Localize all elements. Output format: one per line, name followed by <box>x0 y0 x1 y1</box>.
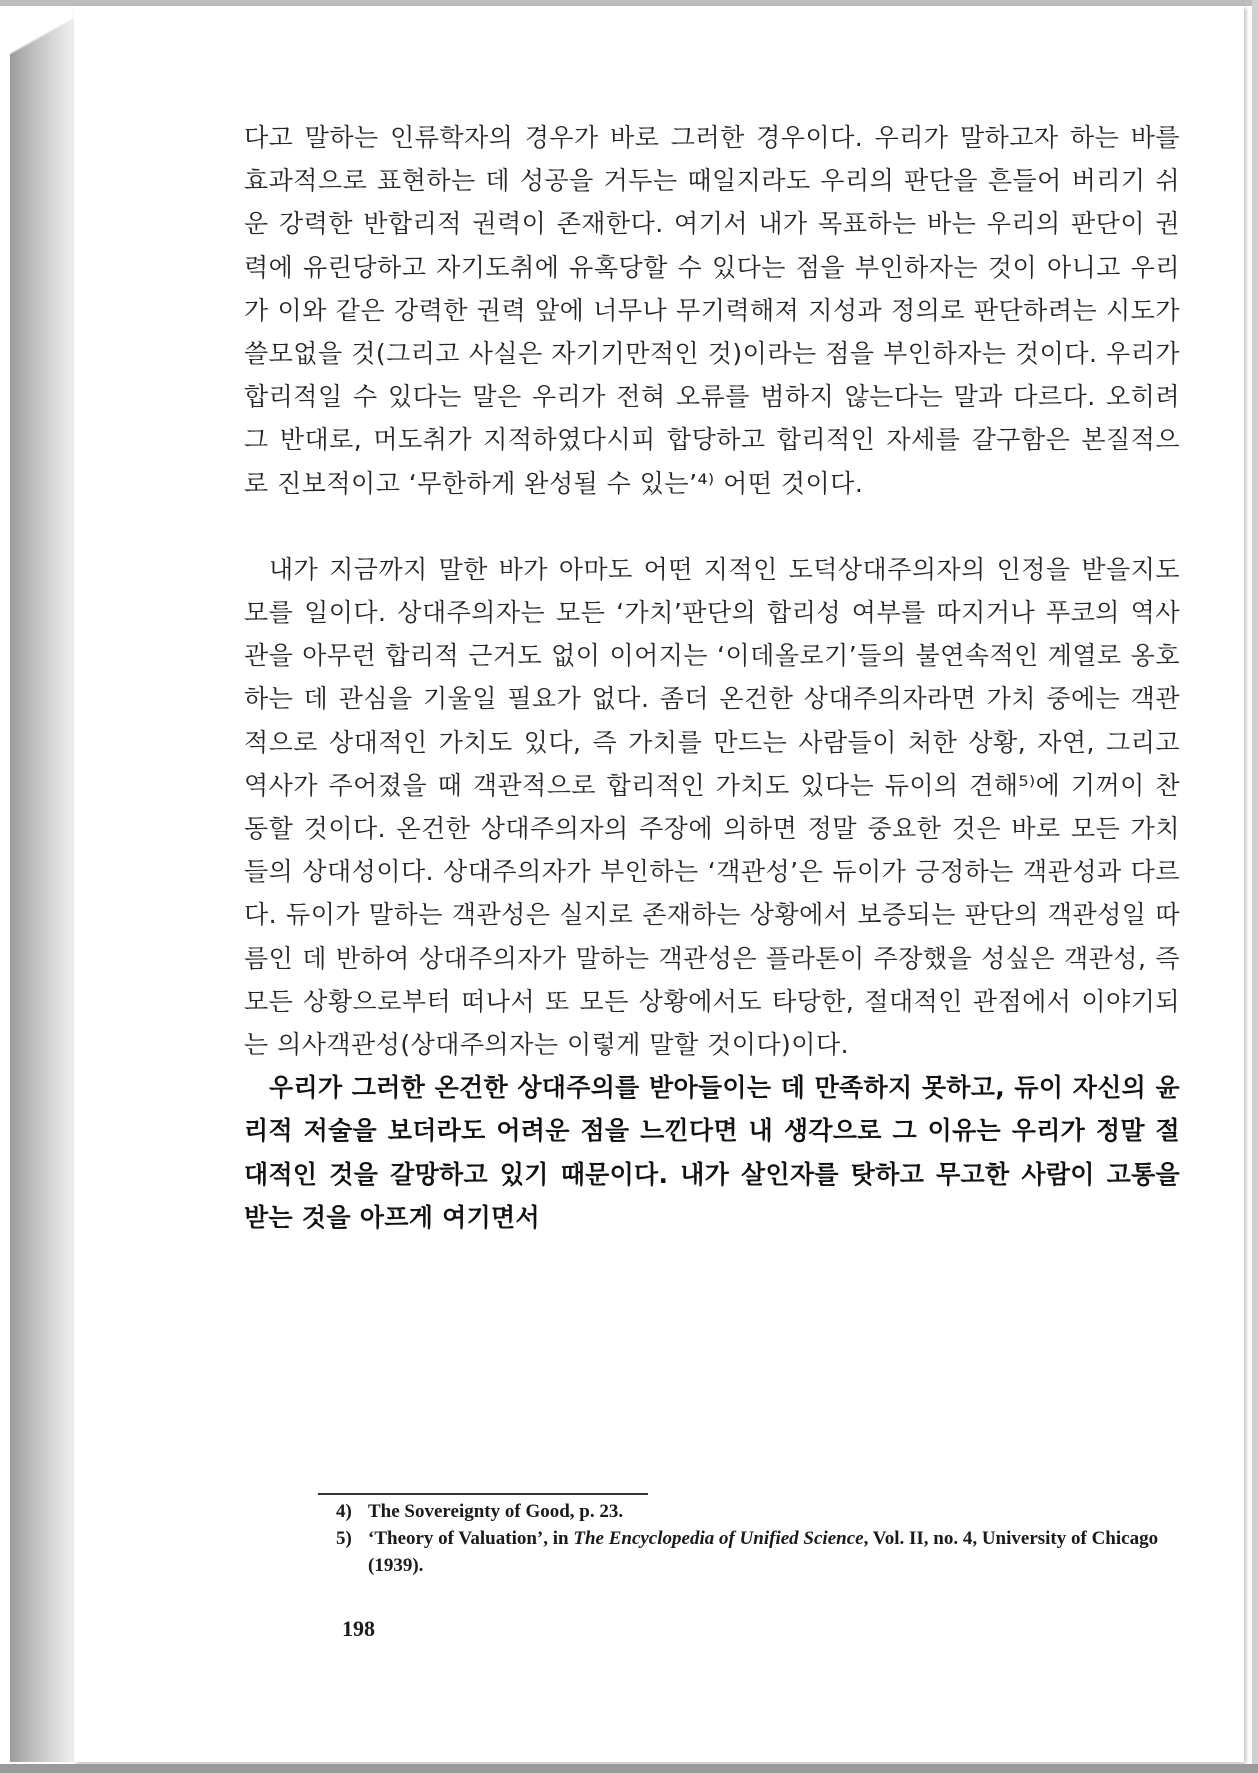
footnote-number: 5) <box>336 1528 352 1549</box>
footnote-title: The Encyclopedia of Unified Science <box>573 1528 864 1549</box>
paragraph-2: 내가 지금까지 말한 바가 아마도 어떤 지적인 도덕상대주의자의 인정을 받을지도 모를 일이다. 상대주의자는 모든 ‘가치’판단의 합리성 여부를 따지거나 푸코의 역사관을 아무런 합리적 근거도 없이 이어지는 ‘이데올로기’들의 불연속적인 계열로 옹호하는 데 관심을 기울일 필요가 없다. 좀더 온건한 상대주의자라면 가치 중에는 객관적으로 상대적인 가치도 있다, 즉 가치를 만드는 사람들이 처한 상황, 자연, 그리고 역사가 주어졌을 때 객관적으로 합리적인 가치도 있다는 듀이의 견해⁵⁾에 기꺼이 찬동할 것이다. 온건한 상대주의자의 주장에 의하면 정말 중요한 것은 바로 모든 가치들의 상대성이다. 상대주의자가 부인하는 ‘객관성’은 듀이가 긍정하는 객관성과 다르다. 듀이가 말하는 객관성은 실지로 존재하는 상황에서 보증되는 판단의 객관성일 따름인 데 반하여 상대주의자가 말하는 객관성은 플라톤이 주장했을 성싶은 객관성, 즉 모든 상황으로부터 떠나서 또 모든 상황에서도 타당한, 절대적인 관점에서 이야기되는 의사객관성(상대주의자는 이렇게 말할 것이다)이다. <box>244 554 1180 1060</box>
book-spine <box>10 18 74 1762</box>
frame-right-edge <box>1252 0 1258 1773</box>
body-text <box>244 116 1180 1239</box>
paragraph-3: 우리가 그러한 온건한 상대주의를 받아들이는 데 만족하지 못하고, 듀이 자신의 윤리적 저술을 보더라도 어려운 점을 느낀다면 내 생각으로 그 이유는 우리가 정말 절대적인 것을 갈망하고 있기 때문이다. 내가 살인자를 탓하고 무고한 사람이 고통을 받는 것을 아프게 여기면서 <box>244 1073 1180 1232</box>
page-number: 198 <box>342 1616 375 1641</box>
footnote-4 <box>336 1498 1196 1525</box>
footnote-rule <box>318 1493 648 1495</box>
book-page <box>74 6 1244 1762</box>
paragraph-1: 다고 말하는 인류학자의 경우가 바로 그러한 경우이다. 우리가 말하고자 하는 바를 효과적으로 표현하는 데 성공을 거두는 때일지라도 우리의 판단을 흔들어 버리기 쉬운 강력한 반합리적 권력이 존재한다. 여기서 내가 목표하는 바는 우리의 판단이 권력에 유린당하고 자기도취에 유혹당할 수 있다는 점을 부인하자는 것이 아니고 우리가 이와 같은 강력한 권력 앞에 너무나 무기력해져 지성과 정의로 판단하려는 시도가 쓸모없을 것(그리고 사실은 자기기만적인 것)이라는 점을 부인하자는 것이다. 우리가 합리적일 수 있다는 말은 우리가 전혀 오류를 범하지 않는다는 말과 다르다. 오히려 그 반대로, 머도취가 지적하였다시피 합당하고 합리적인 자세를 갈구함은 본질적으로 진보적이고 ‘무한하게 완성될 수 있는’⁴⁾ 어떤 것이다. <box>244 123 1180 498</box>
footnote-number: 4) <box>336 1501 352 1522</box>
footnotes <box>336 1498 1196 1579</box>
footnote-text: The Sovereignty of Good, p. 23. <box>368 1501 624 1522</box>
footnote-text-prefix: ‘Theory of Valuation’, in <box>368 1528 574 1549</box>
footnote-text-suffix: , Vol. II, no. 4, University of Chicago (1939). <box>368 1528 1159 1576</box>
frame-bottom-edge <box>0 1764 1258 1773</box>
footnote-5 <box>336 1525 1196 1579</box>
